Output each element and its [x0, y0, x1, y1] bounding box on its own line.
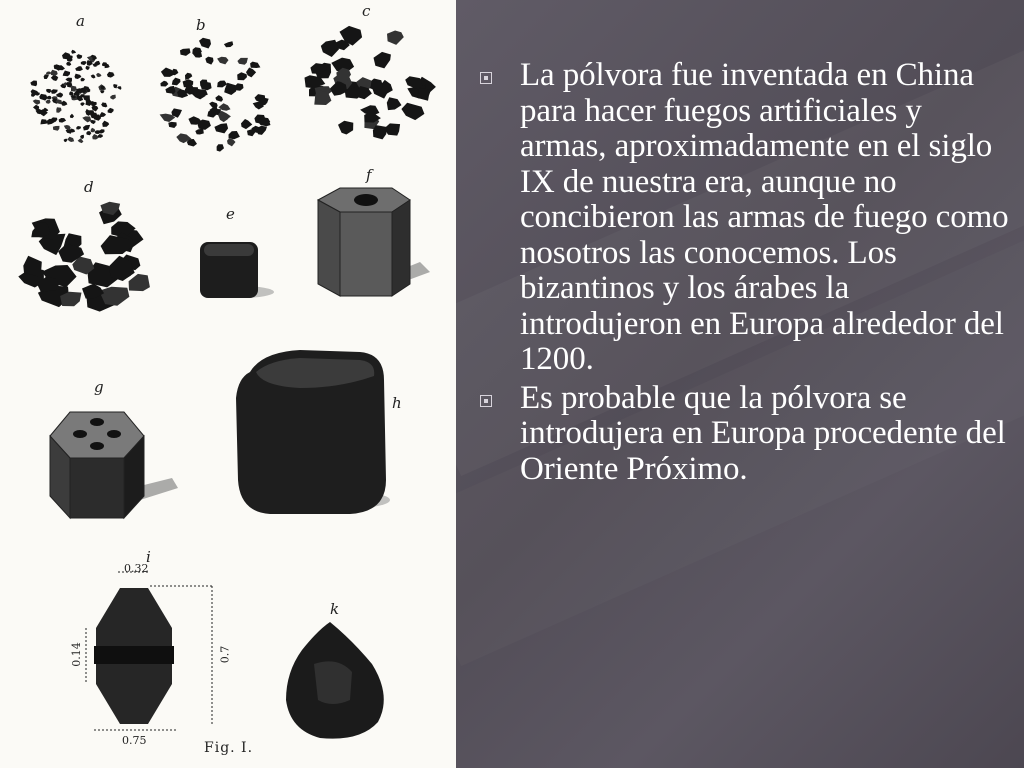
grain-particle [67, 137, 74, 142]
figure-label-d: d [84, 178, 94, 196]
grain-k-lump [286, 622, 384, 739]
grain-particle [160, 81, 168, 87]
figure-label-f: f [366, 166, 372, 184]
grain-particle [94, 130, 100, 134]
grain-particle [247, 129, 256, 136]
grain-particle [76, 126, 81, 130]
grain-f-hex-prism [318, 188, 430, 296]
grain-particle [237, 72, 247, 80]
grain-particle [47, 119, 55, 125]
figure-label-k: k [330, 600, 340, 618]
grain-particle [100, 112, 106, 117]
grain-particle [168, 122, 176, 128]
figure-label-e: e [226, 205, 235, 223]
bullet-list [480, 58, 1010, 490]
grain-particle [86, 131, 91, 135]
grain-particle [171, 69, 179, 76]
grains-c [305, 26, 436, 139]
figure-label-b: b [196, 16, 206, 34]
figure-label-c: c [362, 2, 371, 20]
grain-particle [59, 118, 67, 123]
grain-particle [100, 90, 104, 93]
grain-particle [100, 129, 105, 134]
grain-particle [401, 103, 424, 120]
grain-particle [405, 76, 422, 90]
grain-particle [250, 62, 260, 68]
grain-particle [81, 78, 86, 82]
grain-particle [71, 50, 76, 54]
grain-particle [237, 58, 248, 65]
grain-particle [217, 57, 228, 65]
dimension-top: 0.32 [124, 562, 149, 575]
grain-particle [165, 86, 175, 94]
grain-particle [51, 89, 58, 94]
grain-particle [215, 95, 223, 102]
grain-particle [39, 94, 47, 101]
figure-label-a: a [76, 12, 85, 30]
grain-particle [373, 125, 386, 139]
grain-particle [64, 139, 68, 142]
grain-particle [246, 68, 256, 78]
square-bullet-icon [480, 72, 492, 84]
grain-particle [63, 71, 70, 77]
grain-particle [199, 38, 211, 49]
grain-particle [224, 41, 233, 47]
grain-particle [56, 92, 63, 97]
grain-particle [96, 73, 101, 77]
grain-particle [113, 84, 117, 88]
grain-particle [40, 119, 48, 124]
grain-particle [258, 118, 270, 127]
grain-particle [217, 144, 224, 151]
grain-particle [76, 54, 82, 59]
grain-particle [30, 81, 37, 87]
dimension-bottom: 0.75 [122, 734, 147, 747]
dimension-left: 0.14 [69, 642, 83, 667]
figure-label-h: h [392, 394, 402, 412]
bullet-item [480, 58, 1010, 378]
grain-particle [117, 86, 121, 90]
bullet-text: La pólvora fue inventada en China para hacer fuegos artificiales y armas, aproximadamente en el siglo IX de nuestra era, aunque no concibieron las armas de fuego como nosotros las conocemos. Los bizantinos y los árabes la introdujeron en Europa alrededor del 1200. [520, 57, 1009, 377]
grain-particle [227, 139, 236, 147]
grain-particle [91, 74, 96, 78]
bullet-text: Es probable que la pólvora se introdujera en Europa procedente del Oriente Próximo. [520, 379, 1006, 487]
grain-particle [185, 73, 192, 80]
grain-particle [417, 88, 431, 101]
gunpowder-figure [0, 0, 456, 768]
grains-b [160, 38, 271, 152]
grain-particle [338, 121, 353, 135]
grain-particle [82, 116, 91, 122]
grain-particle [92, 134, 99, 140]
grain-particle [78, 138, 84, 143]
text-panel [456, 0, 1024, 768]
grain-h-large-cube [236, 350, 390, 514]
grain-particle [75, 66, 83, 71]
figure-label-i: i [146, 548, 151, 566]
grain-particle [214, 123, 228, 133]
square-bullet-icon [480, 395, 492, 407]
grain-particle [70, 114, 74, 118]
grains-a [30, 50, 121, 143]
grain-particle [241, 119, 252, 129]
figure-label-g: g [94, 378, 104, 396]
grain-g-multi-hole-prism [50, 412, 178, 518]
grain-particle [107, 72, 115, 78]
grain-particle [46, 89, 51, 93]
grain-particle [53, 126, 60, 131]
grain-particle [102, 121, 109, 127]
grain-particle [66, 62, 71, 66]
grains-d [18, 202, 150, 312]
grain-particle [50, 70, 57, 76]
grain-particle [129, 274, 150, 291]
grain-particle [98, 134, 103, 138]
grain-particle [108, 108, 114, 113]
grain-particle [374, 52, 391, 69]
bullet-item [480, 381, 1010, 488]
grain-particle [44, 74, 49, 79]
grain-i-bicone [86, 572, 212, 730]
grain-particle [95, 61, 101, 66]
grain-particle [83, 125, 90, 131]
grain-particle [229, 131, 240, 139]
grain-particle [81, 61, 86, 65]
grain-particle [80, 102, 85, 106]
grain-particle [56, 107, 61, 112]
grain-particle [172, 78, 181, 86]
dimension-side: 0.7 [218, 645, 232, 664]
figure-caption: Fig. I. [204, 740, 254, 756]
grain-particle [46, 100, 51, 104]
grain-particle [110, 95, 116, 100]
grain-particle [86, 66, 90, 70]
grain-particle [387, 97, 402, 110]
grain-particle [65, 78, 72, 83]
grain-particle [180, 48, 191, 56]
grain-particle [195, 129, 204, 135]
grain-e-cube [200, 242, 274, 298]
grain-particle [205, 57, 213, 65]
grain-particle [33, 100, 41, 105]
grain-particle [80, 135, 84, 139]
grain-particle [71, 86, 77, 92]
grain-particle [234, 83, 243, 91]
grain-particle [387, 31, 404, 45]
grain-particle [75, 74, 82, 79]
